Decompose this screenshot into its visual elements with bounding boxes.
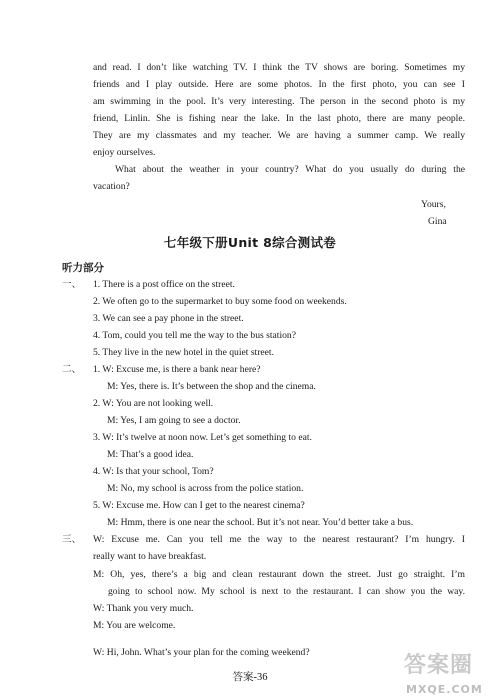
part1-item-4: 4. Tom, could you tell me the way to the bus station? (93, 330, 296, 341)
part1-marker: 一、 (62, 279, 82, 290)
part2-line-7: 4. W: Is that your school, Tom? (93, 466, 214, 477)
part3-line-7: W: Hi, John. What’s your plan for the coming weekend? (93, 647, 310, 658)
part1-item-1: 1. There is a post office on the street. (93, 279, 235, 290)
letter-line-5: They are my classmates and my teacher. We are having a summer camp. We really (93, 130, 465, 141)
section-heading: 听力部分 (62, 262, 104, 274)
watermark-top-text: 答案圈 (404, 653, 474, 678)
part3-line-4: going to school now. My school is next to the restaurant. I can show you the way. (108, 586, 465, 597)
letter-closing: Yours, (421, 199, 446, 210)
page-title: 七年级下册Unit 8综合测试卷 (163, 235, 337, 250)
part3-line-1: W: Excuse me. Can you tell me the way to the nearest restaurant? I’m hungry. I (93, 534, 465, 545)
letter-signature: Gina (428, 216, 447, 227)
letter-line-2: friends and I play outside. Here are some photos. In the first photo, you can see I (93, 79, 465, 90)
letter-line-4: friend, Linlin. She is fishing near the lake. In the last photo, there are many people. (93, 113, 465, 124)
part3-line-6: M: You are welcome. (93, 620, 176, 631)
part1-item-2: 2. We often go to the supermarket to buy some food on weekends. (93, 296, 347, 307)
watermark-logo (400, 653, 498, 697)
part2-marker: 二、 (62, 364, 82, 375)
letter-line-7: What about the weather in your country? What do you usually do during the (115, 164, 465, 175)
part2-line-3: 2. W: You are not looking well. (93, 398, 214, 409)
letter-line-3: am swimming in the pool. It’s very interesting. The person in the second photo is my (93, 96, 465, 107)
part2-line-9: 5. W: Excuse me. How can I get to the nearest cinema? (93, 500, 305, 511)
part3-line-2: really want to have breakfast. (93, 551, 207, 562)
part2-line-6: M: That’s a good idea. (107, 449, 194, 460)
part3-marker: 三、 (62, 534, 82, 545)
part2-line-10: M: Hmm, there is one near the school. But it’s not near. You’d better take a bus. (107, 517, 414, 528)
part3-line-3: M: Oh, yes, there’s a big and clean restaurant down the street. Just go straight. I’m (93, 569, 465, 580)
part2-line-1: 1. W: Excuse me, is there a bank near here? (93, 364, 261, 375)
part2-line-8: M: No, my school is across from the police station. (107, 483, 304, 494)
watermark-bottom-text: MXQE.COM (406, 683, 483, 696)
letter-line-8: vacation? (93, 181, 130, 192)
part1-item-5: 5. They live in the new hotel in the quiet street. (93, 347, 274, 358)
page-number: 答案-36 (232, 672, 268, 683)
part2-line-2: M: Yes, there is. It’s between the shop and the cinema. (107, 381, 316, 392)
part2-line-5: 3. W: It’s twelve at noon now. Let’s get something to eat. (93, 432, 312, 443)
part2-line-4: M: Yes, I am going to see a doctor. (107, 415, 241, 426)
part3-line-5: W: Thank you very much. (93, 603, 194, 614)
letter-line-1: and read. I don’t like watching TV. I think the TV shows are boring. Sometimes my (93, 62, 465, 73)
part1-item-3: 3. We can see a pay phone in the street. (93, 313, 244, 324)
letter-line-6: enjoy ourselves. (93, 147, 156, 158)
